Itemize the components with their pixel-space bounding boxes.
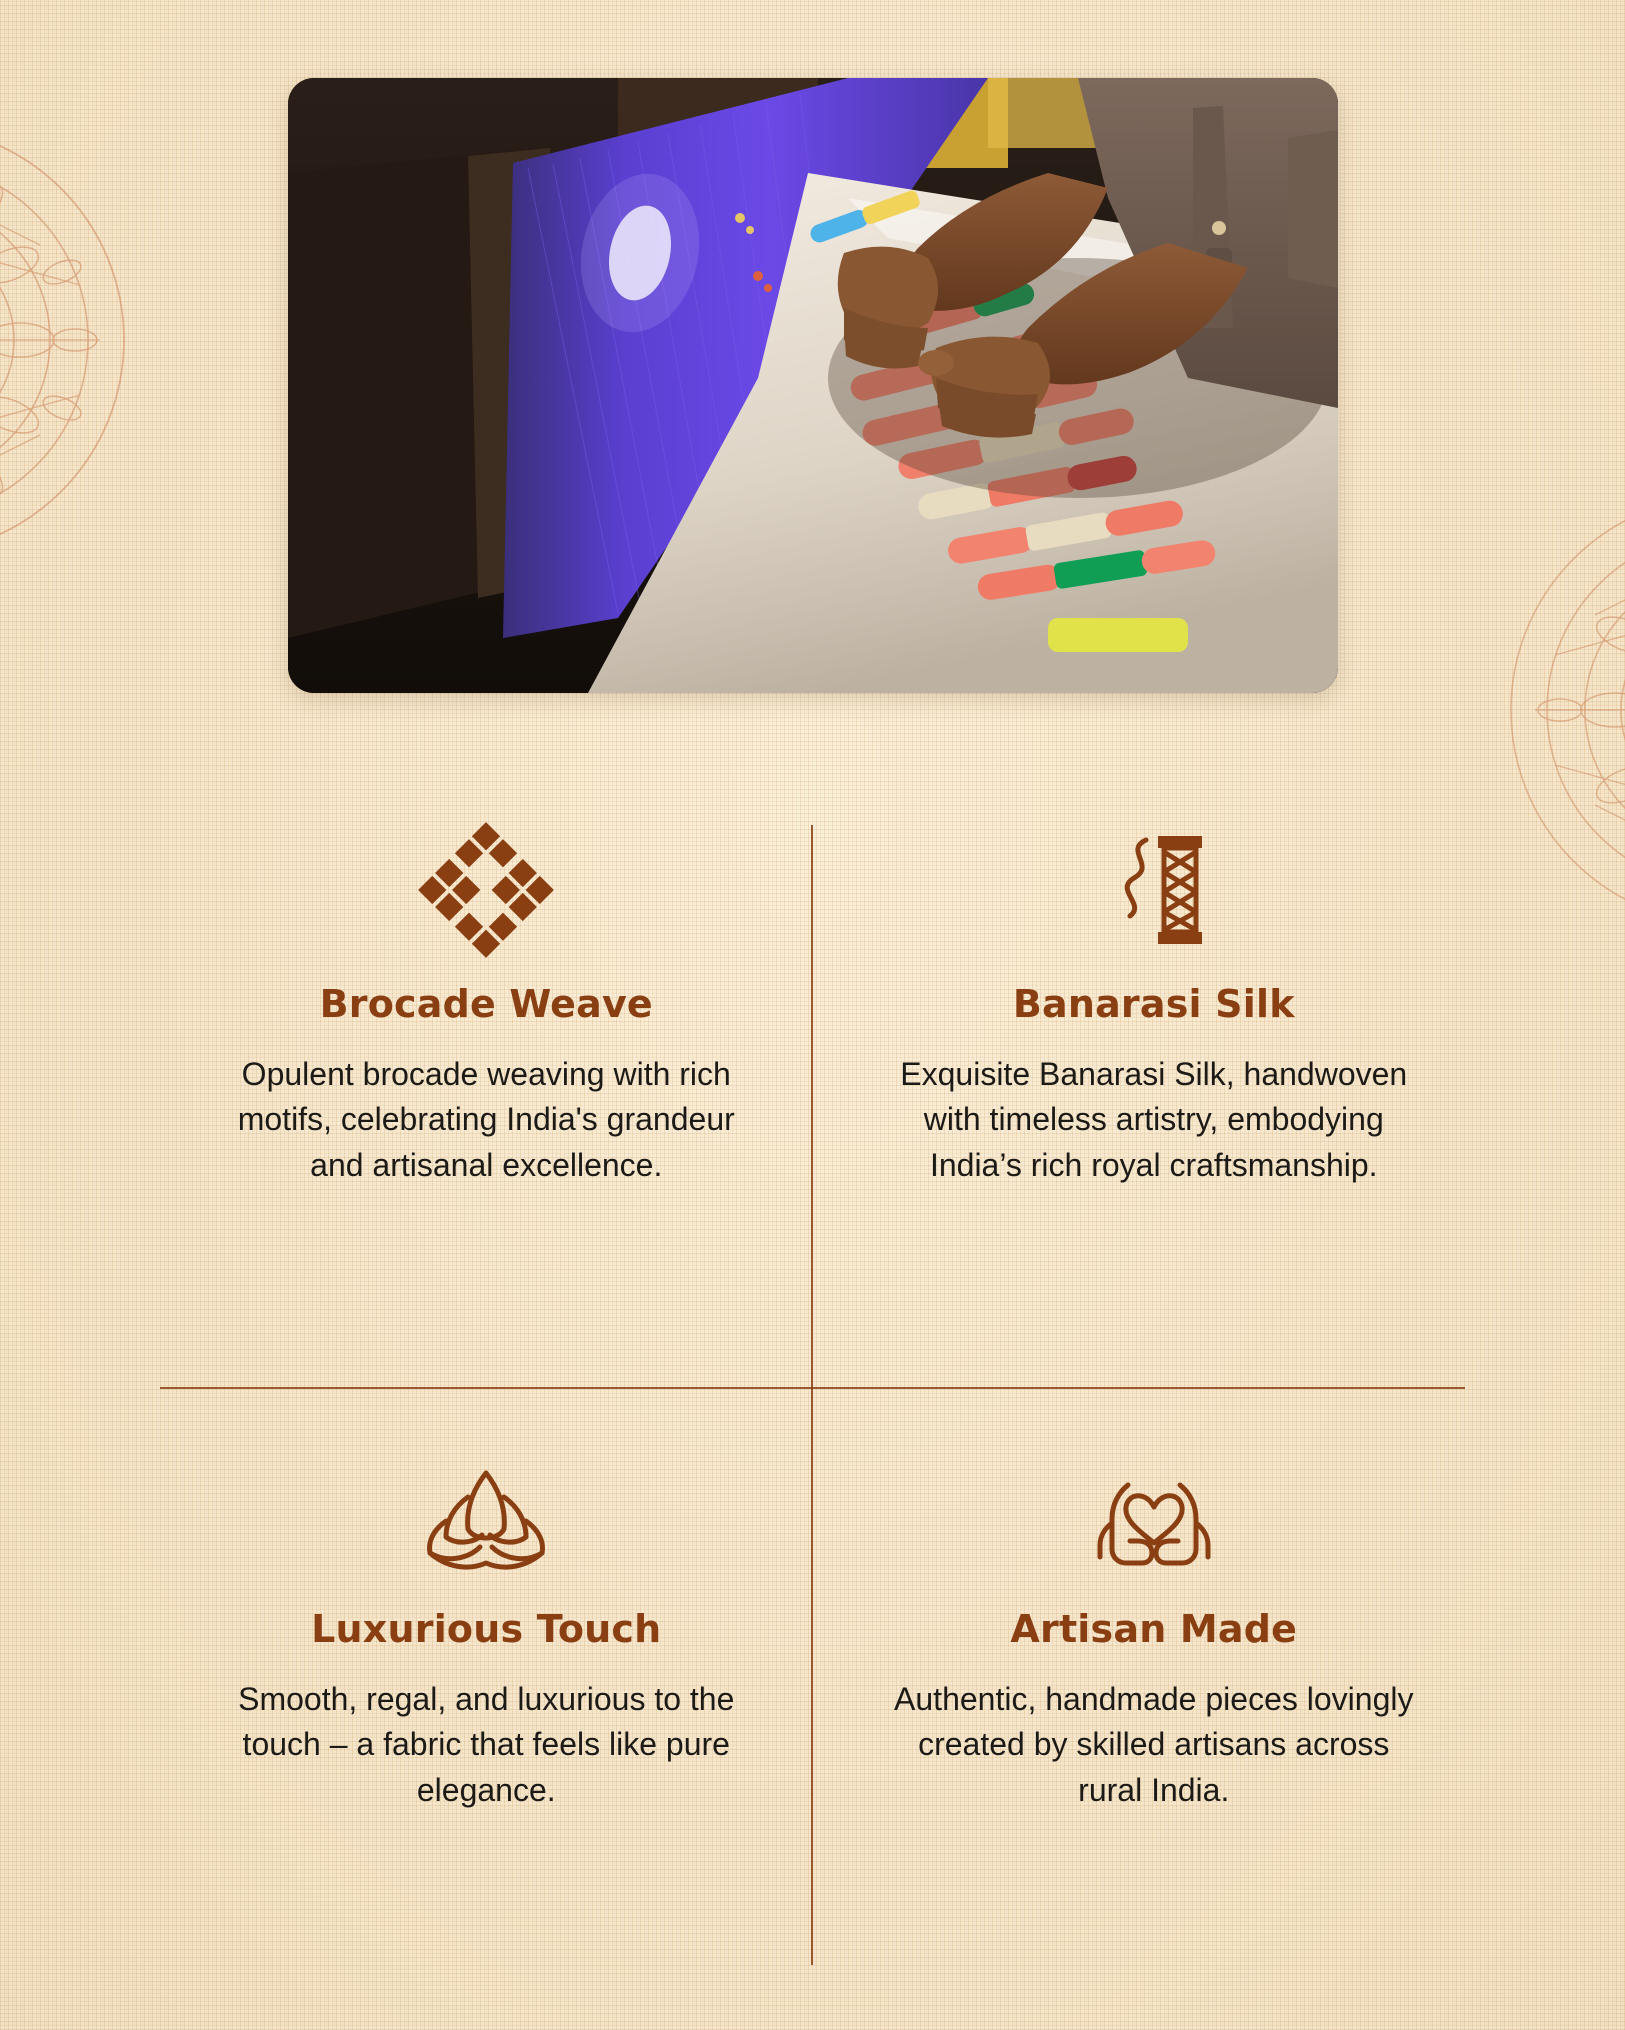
feature-title: Luxurious Touch bbox=[311, 1607, 662, 1651]
feature-card-artisan-made bbox=[813, 1395, 1466, 1980]
hands-heart-icon bbox=[1084, 1445, 1224, 1585]
feature-description: Opulent brocade weaving with rich motifs, celebrating India's grandeur and artisanal excellence. bbox=[237, 1056, 735, 1183]
grid-divider-horizontal bbox=[160, 1387, 1465, 1389]
grid-divider-vertical bbox=[811, 825, 813, 1965]
brocade-weave-icon bbox=[416, 820, 556, 960]
feature-title: Brocade Weave bbox=[319, 982, 653, 1026]
feature-description: Authentic, handmade pieces lovingly created by skilled artisans across rural India. bbox=[894, 1681, 1414, 1808]
feature-card-brocade-weave bbox=[160, 810, 813, 1395]
feature-title: Artisan Made bbox=[1010, 1607, 1298, 1651]
hero-image bbox=[288, 78, 1338, 693]
silk-spool-icon bbox=[1084, 820, 1224, 960]
feature-card-luxurious-touch bbox=[160, 1395, 813, 1980]
feature-description: Exquisite Banarasi Silk, handwoven with timeless artistry, embodying India’s rich royal craftsmanship. bbox=[900, 1056, 1408, 1183]
feature-title: Banarasi Silk bbox=[1012, 982, 1295, 1026]
feature-description: Smooth, regal, and luxurious to the touch – a fabric that feels like pure elegance. bbox=[238, 1681, 735, 1808]
lotus-icon bbox=[416, 1445, 556, 1585]
feature-card-banarasi-silk bbox=[813, 810, 1466, 1395]
hero-illustration bbox=[288, 78, 1338, 693]
